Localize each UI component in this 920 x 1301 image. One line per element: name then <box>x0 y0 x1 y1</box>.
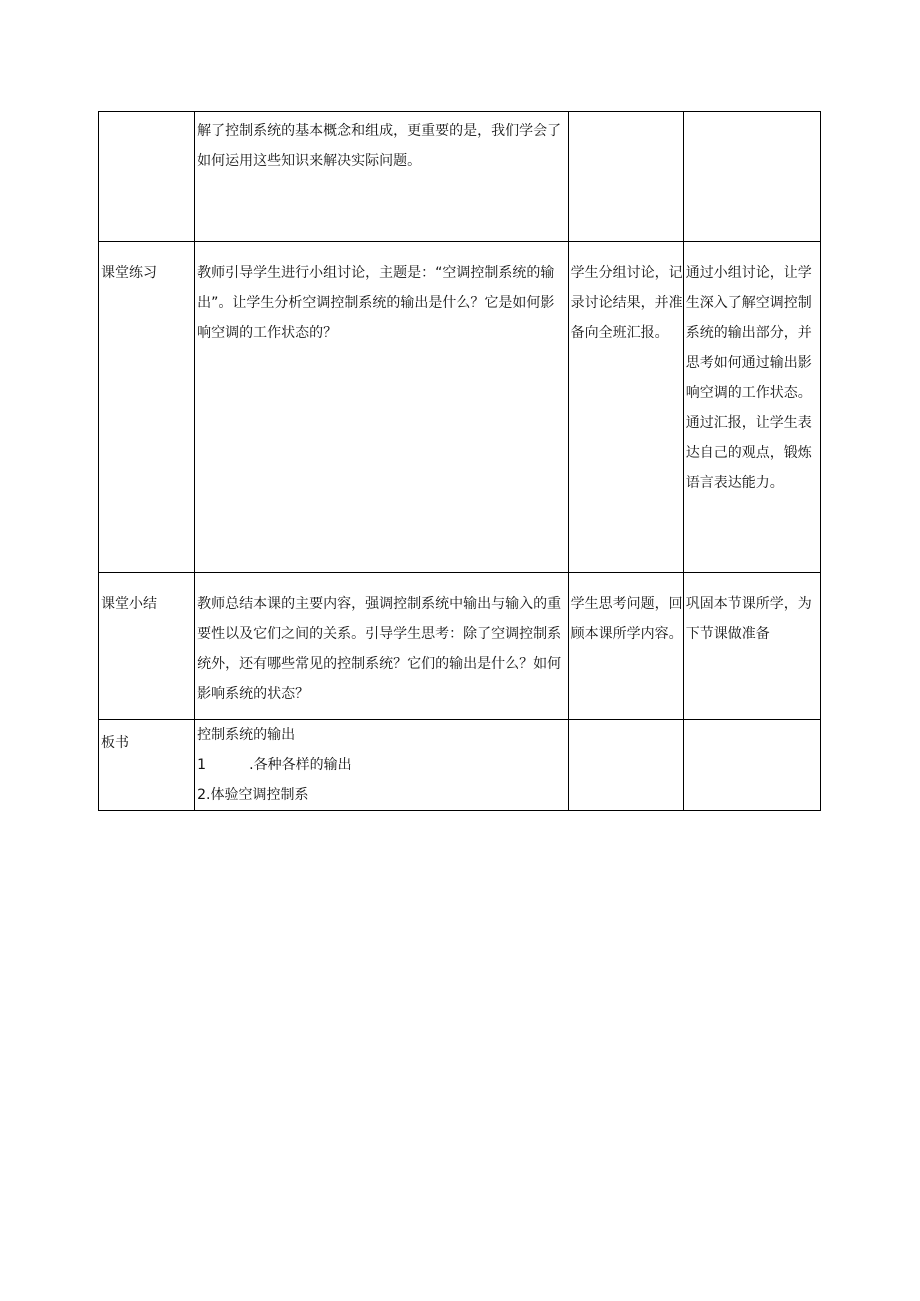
row-label-classroom-practice: 课堂练习 <box>101 265 157 281</box>
student-activity-cell <box>568 720 683 811</box>
table-row <box>99 720 821 811</box>
lesson-plan-table <box>98 111 821 811</box>
design-purpose-cell: 巩固本节课所学，为下节课做准备 <box>683 573 820 720</box>
board-item-2: 2.体验空调控制系 <box>197 787 309 803</box>
student-activity-cell: 学生分组讨论，记录讨论结果，并准备向全班汇报。 <box>568 242 683 573</box>
row-label-cell <box>99 242 195 573</box>
table-row <box>99 112 821 242</box>
row-label-classroom-summary: 课堂小结 <box>101 596 157 612</box>
design-purpose-cell <box>683 112 820 242</box>
teacher-activity-cell: 解了控制系统的基本概念和组成，更重要的是，我们学会了如何运用这些知识来解决实际问题。 <box>195 112 569 242</box>
student-activity-cell: 学生思考问题，回顾本课所学内容。 <box>568 573 683 720</box>
row-label-cell <box>99 573 195 720</box>
board-title: 控制系统的输出 <box>197 727 296 743</box>
student-activity-cell <box>568 112 683 242</box>
design-purpose-cell: 通过小组讨论，让学生深入了解空调控制系统的输出部分，并思考如何通过输出影响空调的工作状态。通过汇报，让学生表达自己的观点，锻炼语言表达能力。 <box>683 242 820 573</box>
row-label-cell <box>99 112 195 242</box>
table-row <box>99 573 821 720</box>
teacher-activity-cell: 教师引导学生进行小组讨论，主题是：“空调控制系统的输出”。让学生分析空调控制系统的输出是什么？它是如何影响空调的工作状态的？ <box>195 242 569 573</box>
table-row <box>99 242 821 573</box>
row-label-blackboard: 板书 <box>101 735 129 751</box>
board-item-1: 1 .各种各样的输出 <box>197 757 352 773</box>
row-label-cell <box>99 720 195 811</box>
design-purpose-cell <box>683 720 820 811</box>
teacher-activity-cell: 教师总结本课的主要内容，强调控制系统中输出与输入的重要性以及它们之间的关系。引导学生思考：除了空调控制系统外，还有哪些常见的控制系统？它们的输出是什么？如何影响系统的状态？ <box>195 573 569 720</box>
blackboard-content-cell <box>195 720 569 811</box>
